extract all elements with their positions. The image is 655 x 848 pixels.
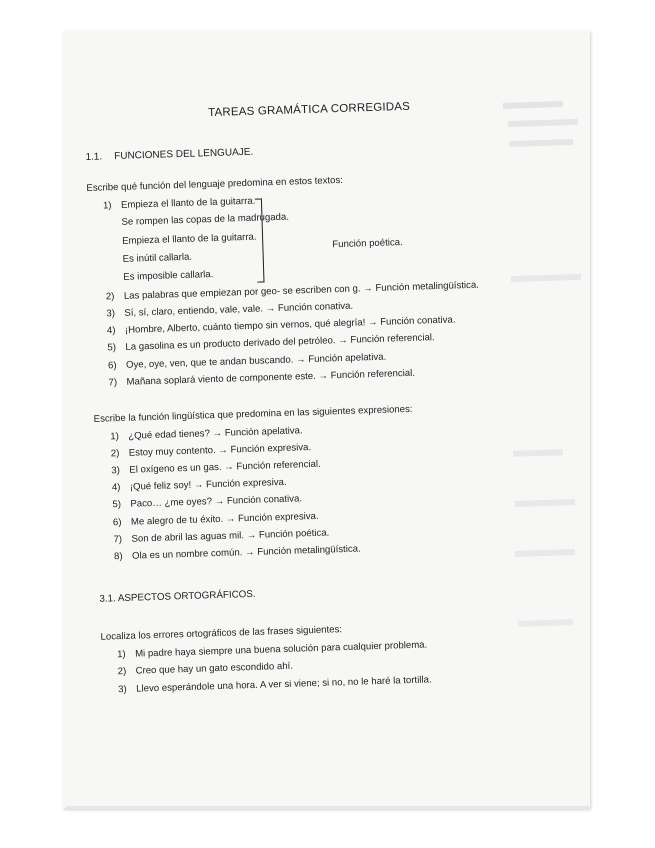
item-text: Creo que hay un gato escondido ahí.: [135, 661, 294, 678]
item-text: Me alegro de tu éxito. → Función expresiva.: [130, 510, 319, 528]
item-number: 1): [110, 430, 119, 443]
document-content: [84, 96, 542, 701]
poem-block: [103, 187, 529, 285]
section-heading-text: FUNCIONES DEL LENGUAJE.: [114, 147, 254, 163]
item-number: 5): [107, 342, 117, 354]
item-number: 7): [113, 533, 123, 546]
item-number: 2): [117, 666, 127, 678]
item-text: Son de abril las aguas mil. → Función poética.: [131, 527, 330, 545]
item-number: 5): [112, 499, 122, 511]
item-number: 1): [116, 649, 126, 661]
poem-line: Es inútil callarla.: [122, 251, 193, 265]
item-text: Las palabras que empiezan por geo- se escriben con g. → Función metalingüística.: [123, 279, 480, 302]
item-number: 3): [111, 465, 121, 477]
item-text: Sí, sí, claro, entiendo, vale, vale. → Función conativa.: [124, 300, 354, 319]
exercise-list-functions: [87, 187, 533, 390]
item-number: 6): [112, 516, 122, 528]
exercise-instruction: Escribe la función lingüística que predomina en las siguientes expresiones:: [93, 403, 413, 425]
exercise-list-expressions: [94, 418, 538, 564]
section-heading-functions: [85, 139, 525, 165]
item-text: La gasolina es un producto derivado del petróleo. → Función referencial.: [125, 332, 435, 354]
item-number: 4): [111, 482, 121, 494]
exercise-instruction: Escribe qué función del lenguaje predomina en estos textos:: [86, 174, 344, 194]
item-number: 3): [106, 308, 116, 320]
item-text: ¿Qué edad tienes? → Función apelativa.: [128, 425, 303, 442]
item-text: Paco… ¿me oyes? → Función conativa.: [130, 493, 303, 511]
poem-answer: Función poética.: [332, 236, 403, 251]
item-text: Estoy muy contento. → Función expresiva.: [128, 442, 312, 459]
item-number: 2): [110, 448, 120, 460]
exercise-instruction: Localiza los errores ortográficos de las frases siguientes:: [100, 624, 343, 643]
item-text: Oye, oye, ven, que te andan buscando. → Función apelativa.: [125, 351, 387, 371]
poem-line: Se rompen las copas de la madrugada.: [121, 211, 290, 228]
paper-edge: [66, 806, 589, 809]
item-text: El oxígeno es un gas. → Función referencial.: [129, 458, 321, 476]
item-number: 8): [113, 551, 123, 563]
item-number: 2): [105, 291, 115, 303]
item-text: Mañana soplará viento de componente este. → Función referencial.: [126, 367, 416, 388]
item-text: Ola es un nombre común. → Función metalingüística.: [131, 543, 361, 562]
poem-line: Empieza el llanto de la guitarra.: [120, 195, 256, 211]
item-number: 7): [108, 376, 118, 389]
poem-line: Es imposible callarla.: [123, 269, 214, 284]
brace-bracket: [255, 198, 265, 282]
item-number: 6): [107, 359, 117, 372]
item-number: 1): [102, 200, 112, 212]
poem-line: Empieza el llanto de la guitarra.: [121, 231, 257, 247]
section-heading-orthography: 3.1. ASPECTOS ORTOGRÁFICOS.: [99, 588, 256, 605]
item-text: Llevo esperándole una hora. A ver si viene; si no, no le haré la tortilla.: [136, 673, 432, 695]
item-number: 3): [118, 683, 127, 695]
item-text: Mi padre haya siempre una buena solución para cualquier problema.: [134, 639, 428, 660]
section-number: 1.1.: [85, 151, 103, 164]
item-text: ¡Hombre, Alberto, cuánto tiempo sin vernos, qué alegría! → Función conativa.: [124, 314, 456, 337]
item-text: ¡Qué feliz soy! → Función expresiva.: [129, 477, 287, 494]
exercise-list-orthography: [101, 636, 542, 696]
item-number: 4): [106, 325, 116, 337]
page-title: TAREAS GRAMÁTICA CORREGIDAS: [207, 100, 411, 120]
